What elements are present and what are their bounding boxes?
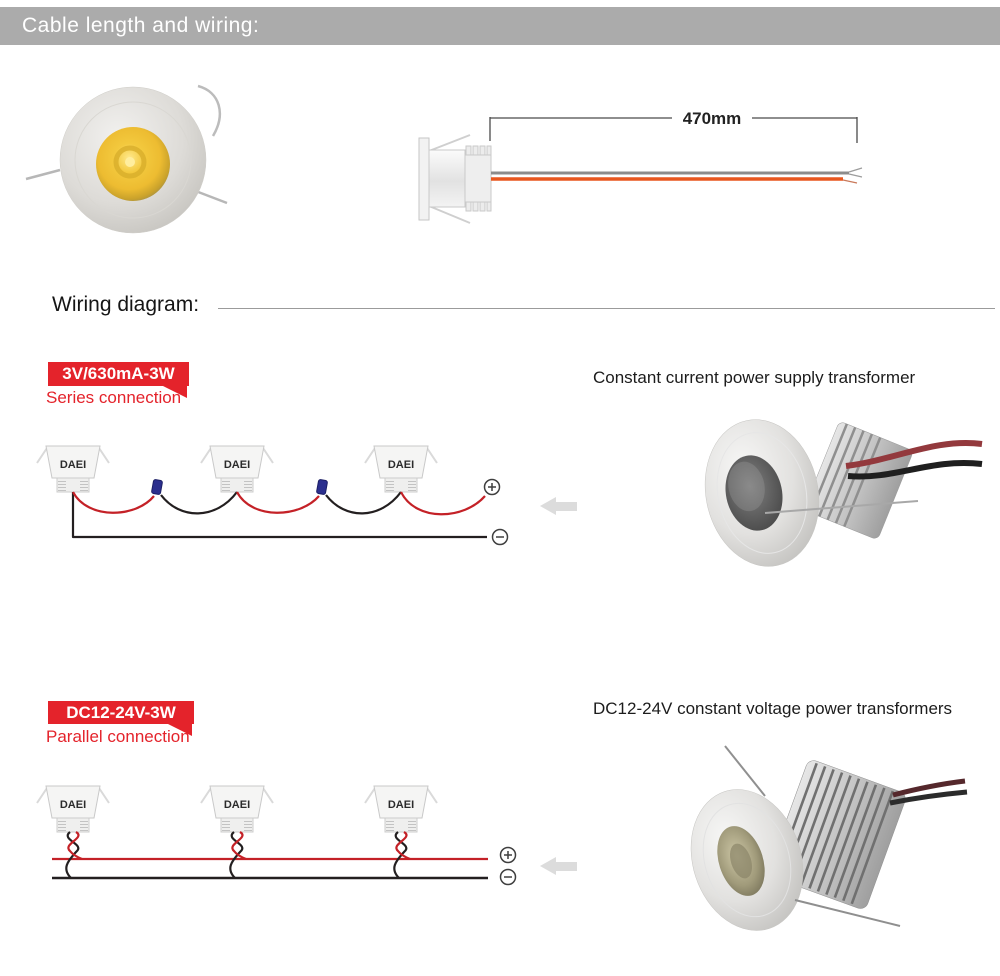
fixture-brand-label: DAEI bbox=[223, 459, 251, 471]
product-photo-constant-voltage bbox=[665, 740, 995, 976]
plus-terminal-icon bbox=[501, 848, 516, 863]
spring-clip-wire bbox=[26, 170, 60, 179]
series-spec-badge bbox=[48, 362, 189, 386]
cable-length-drawing bbox=[400, 85, 1000, 240]
positive-red-wire bbox=[401, 492, 485, 514]
black-wire bbox=[326, 492, 401, 513]
heading-rule bbox=[218, 308, 995, 309]
flow-arrow-icon bbox=[540, 497, 577, 515]
spring-clip-wire bbox=[198, 86, 220, 136]
twisted-drop-wires bbox=[66, 832, 410, 878]
wiring-diagram-heading: Wiring diagram: bbox=[52, 293, 200, 316]
series-wiring-diagram bbox=[40, 440, 600, 555]
black-wire bbox=[161, 492, 237, 513]
fixture-brand-label: DAEI bbox=[387, 459, 415, 471]
negative-black-wire bbox=[73, 492, 487, 537]
fixture-brand-label: DAEI bbox=[223, 799, 251, 811]
wire-connector bbox=[151, 479, 162, 494]
minus-terminal-icon bbox=[493, 530, 508, 545]
parallel-transformer-title: DC12-24V constant voltage power transformers bbox=[593, 699, 953, 718]
wire-tips bbox=[849, 168, 862, 177]
parallel-spec-badge-label: DC12-24V-3W bbox=[66, 702, 176, 722]
fixture-brand-label: DAEI bbox=[59, 459, 87, 471]
flow-arrow-icon bbox=[540, 857, 577, 875]
parallel-spec-badge bbox=[48, 701, 194, 724]
dimension-label: 470mm bbox=[682, 109, 742, 128]
wire-tip bbox=[843, 180, 857, 183]
minus-terminal-icon bbox=[501, 870, 516, 885]
led-center bbox=[125, 157, 135, 167]
series-spec-badge-label: 3V/630mA-3W bbox=[62, 364, 175, 383]
fixture-brand-label: DAEI bbox=[387, 799, 415, 811]
dimension-line bbox=[490, 117, 857, 143]
spring-pin bbox=[725, 746, 765, 796]
product-photo-front-view bbox=[20, 62, 310, 257]
section-header bbox=[0, 7, 1000, 45]
fixture-body bbox=[803, 421, 913, 540]
fixture-side-view bbox=[419, 135, 491, 223]
fixture-brand-label: DAEI bbox=[59, 799, 87, 811]
plus-terminal-icon bbox=[485, 480, 500, 495]
red-wire bbox=[73, 492, 154, 513]
parallel-subtitle: Parallel connection bbox=[46, 727, 190, 746]
product-photo-constant-current bbox=[690, 398, 990, 643]
series-transformer-title: Constant current power supply transformer bbox=[593, 368, 916, 387]
red-wire bbox=[237, 492, 319, 513]
series-subtitle: Series connection bbox=[46, 388, 182, 407]
wire-connector bbox=[316, 479, 327, 494]
section-header-title: Cable length and wiring: bbox=[22, 14, 260, 37]
parallel-wiring-diagram bbox=[40, 778, 600, 900]
